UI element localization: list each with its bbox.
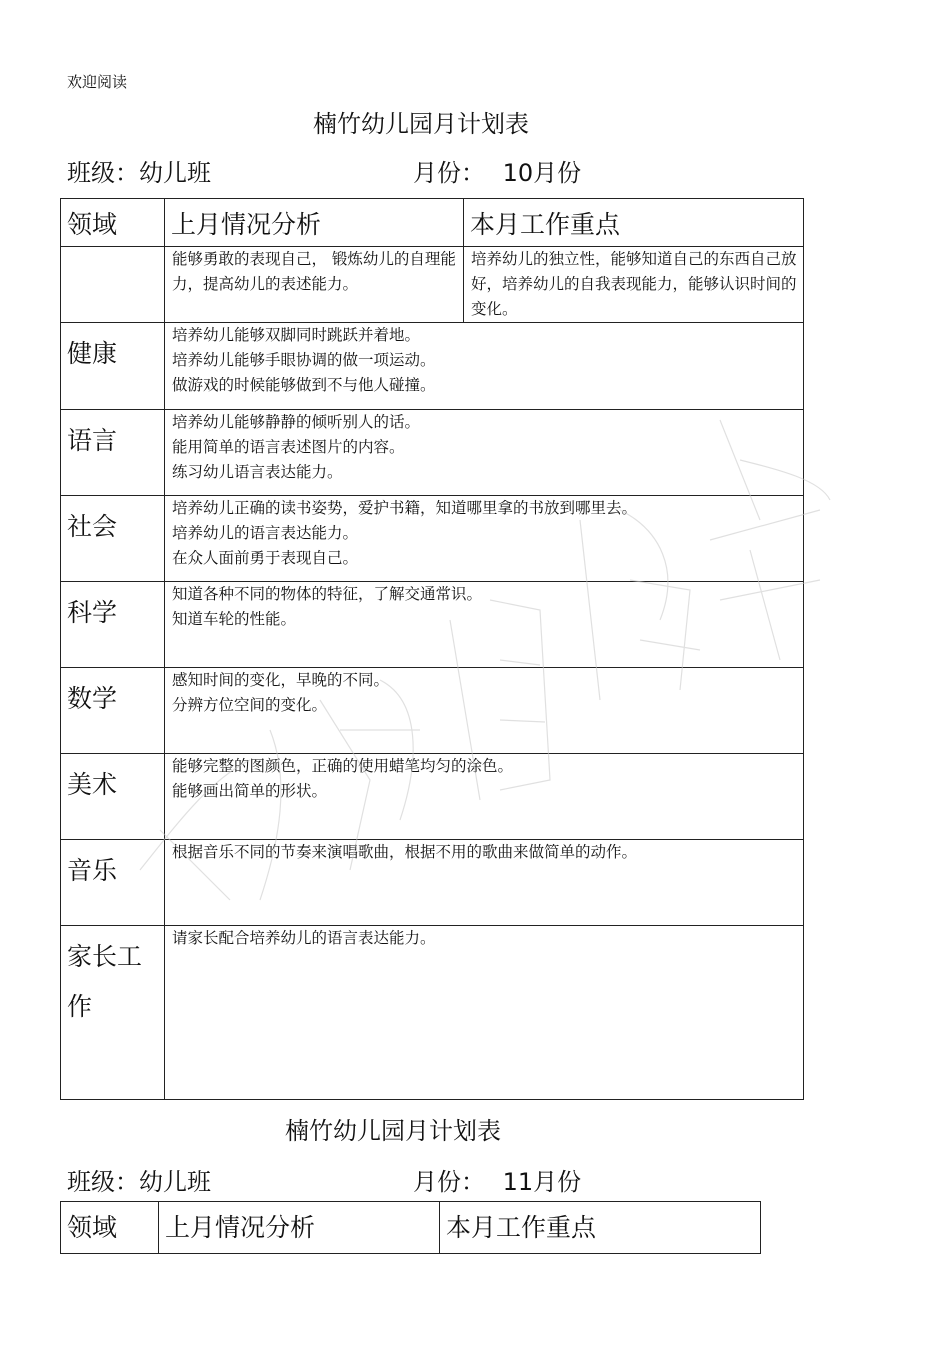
plan1-month-label (413, 153, 581, 188)
content-line: 培养幼儿能够手眼协调的做一项运动。 (172, 351, 436, 369)
field-health-content (165, 323, 804, 410)
field-language-content (165, 410, 804, 496)
content-line: 培养幼儿能够双脚同时跳跃并着地。 (172, 326, 421, 344)
content-line: 请家长配合培养幼儿的语言表达能力。 (172, 929, 436, 947)
content-line: 根据音乐不同的节奏来演唱歌曲，根据不用的歌曲来做简单的动作。 (172, 843, 638, 861)
field-music: 音乐 (61, 840, 165, 926)
plan2-header-row (61, 1202, 761, 1254)
plan2-month-value: 11月份 (502, 1168, 582, 1196)
content-line: 练习幼儿语言表达能力。 (172, 463, 343, 481)
plan1-focus-text: 培养幼儿的独立性，能够知道自己的东西自己放好，培养幼儿的自我表现能力，能够认识时间的变化。 (464, 247, 804, 323)
field-society-content (165, 496, 804, 582)
table-row (61, 668, 804, 754)
content-line: 培养幼儿的语言表达能力。 (172, 524, 359, 542)
field-language: 语言 (61, 410, 165, 496)
content-line: 在众人面前勇于表现自己。 (172, 549, 359, 567)
content-line: 分辨方位空间的变化。 (172, 696, 328, 714)
table-row (61, 754, 804, 840)
field-math-content (165, 668, 804, 754)
field-music-content (165, 840, 804, 926)
content-line: 能用简单的语言表述图片的内容。 (172, 438, 405, 456)
content-line: 能够完整的图颜色，正确的使用蜡笔均匀的涂色。 (172, 757, 514, 775)
field-health: 健康 (61, 323, 165, 410)
plan1-header-row (61, 199, 804, 247)
content-line: 培养幼儿能够静静的倾听别人的话。 (172, 413, 421, 431)
field-math: 数学 (61, 668, 165, 754)
content-line: 能够画出简单的形状。 (172, 782, 328, 800)
plan1-summary-row (61, 247, 804, 323)
field-parent-work: 家长工作 (61, 926, 165, 1100)
plan2-month-prefix: 月份： (413, 1168, 485, 1196)
table-row (61, 926, 804, 1100)
plan1-class-label: 班级：幼儿班 (67, 159, 211, 187)
plan1-header-analysis: 上月情况分析 (165, 199, 464, 247)
field-art-content (165, 754, 804, 840)
field-parent-work-content (165, 926, 804, 1100)
plan2-header-analysis: 上月情况分析 (159, 1202, 440, 1254)
field-science-content (165, 582, 804, 668)
plan2-header-focus: 本月工作重点 (440, 1202, 761, 1254)
plan1-summary-empty-cell (61, 247, 165, 323)
plan1-month-prefix: 月份： (413, 159, 485, 187)
field-art: 美术 (61, 754, 165, 840)
table-row (61, 582, 804, 668)
content-line: 做游戏的时候能够做到不与他人碰撞。 (172, 376, 436, 394)
plan1-analysis-text: 能够勇敢的表现自己， 锻炼幼儿的自理能力，提高幼儿的表述能力。 (165, 247, 464, 323)
plan1-table (60, 198, 804, 1100)
header-note: 欢迎阅读 (67, 73, 128, 91)
content-line: 培养幼儿正确的读书姿势，爱护书籍，知道哪里拿的书放到哪里去。 (172, 499, 638, 517)
content-line: 知道车轮的性能。 (172, 610, 297, 628)
plan2-header-field: 领域 (61, 1202, 159, 1254)
content-line: 知道各种不同的物体的特征，了解交通常识。 (172, 585, 483, 603)
plan2-title: 楠竹幼儿园月计划表 (285, 1117, 501, 1145)
plan1-month-value: 10月份 (502, 159, 582, 187)
plan1-header-field: 领域 (61, 199, 165, 247)
table-row (61, 840, 804, 926)
plan2-month-label (413, 1162, 581, 1197)
plan1-title: 楠竹幼儿园月计划表 (313, 110, 529, 138)
table-row (61, 496, 804, 582)
table-row (61, 410, 804, 496)
field-science: 科学 (61, 582, 165, 668)
field-society: 社会 (61, 496, 165, 582)
content-line: 感知时间的变化，早晚的不同。 (172, 671, 390, 689)
table-row (61, 323, 804, 410)
plan2-table (60, 1201, 761, 1254)
plan1-header-focus: 本月工作重点 (464, 199, 804, 247)
plan2-class-label: 班级：幼儿班 (67, 1168, 211, 1196)
